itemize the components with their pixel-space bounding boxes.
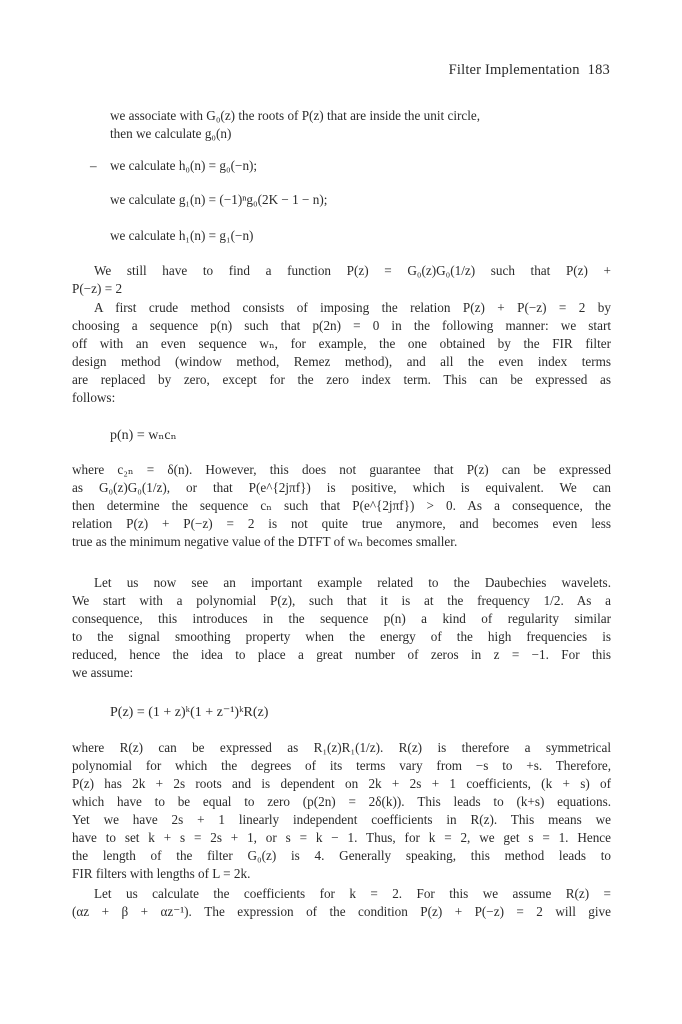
paragraph-line: FIR filters with lengths of L = 2k.	[72, 866, 251, 881]
list-text-line: we associate with G₀(z) the roots of P(z) that are inside the unit circle,	[110, 108, 481, 123]
running-title: Filter Implementation	[448, 62, 580, 78]
paragraph-line: (αz + β + αz⁻¹). The expression of the condition P(z) + P(−z) = 2 will give	[72, 904, 611, 919]
paragraph-line: off with an even sequence wₙ, for example, the one obtained by the FIR filter	[72, 336, 611, 351]
display-equation: p(n) = wₙcₙ	[110, 428, 177, 443]
paragraph-line: reduced, hence the idea to place a great number of zeros in z = −1. For this	[72, 647, 611, 662]
paragraph-line: Let us now see an important example related to the Daubechies wavelets.	[94, 575, 611, 590]
paragraph-line: We start with a polynomial P(z), such that it is at the frequency 1/2. As a	[72, 593, 611, 608]
paragraph-line: follows:	[72, 390, 116, 405]
list-dash: –	[90, 158, 97, 173]
paragraph-line: to the signal smoothing property when the energy of the high frequencies is	[72, 629, 611, 644]
paragraph-line: as G₀(z)G₀(1/z), or that P(e^{2jπf}) is positive, which is equivalent. We can	[72, 480, 611, 495]
running-header	[449, 62, 610, 79]
paragraph-line: true as the minimum negative value of the DTFT of wₙ becomes smaller.	[72, 534, 458, 549]
list-item: we calculate h₀(n) = g₀(−n);	[110, 158, 258, 173]
list-item: we calculate h₁(n) = g₁(−n)	[110, 228, 254, 243]
page-number: 183	[587, 62, 610, 78]
paragraph-line: We still have to find a function P(z) = G₀(z)G₀(1/z) such that P(z) +	[94, 263, 611, 278]
paragraph-line: relation P(z) + P(−z) = 2 is not quite true anymore, and becomes even less	[72, 516, 611, 531]
paragraph-line: we assume:	[72, 665, 134, 680]
paragraph-line: choosing a sequence p(n) such that p(2n) = 0 in the following manner: we start	[72, 318, 611, 333]
paragraph-line: where c₂ₙ = δ(n). However, this does not guarantee that P(z) can be expressed	[72, 462, 611, 477]
paragraph-line: Let us calculate the coefficients for k = 2. For this we assume R(z) =	[94, 886, 611, 901]
paragraph-line: the length of the filter G₀(z) is 4. Generally speaking, this method leads to	[72, 848, 611, 863]
paragraph-line: P(z) has 2k + 2s roots and is dependent on 2k + 2s + 1 coefficients, (k + s) of	[72, 776, 611, 791]
paragraph-line: P(−z) = 2	[72, 281, 123, 296]
paragraph-line: where R(z) can be expressed as R₁(z)R₁(1/z). R(z) is therefore a symmetrical	[72, 740, 611, 755]
list-item: we calculate g₁(n) = (−1)ⁿg₀(2K − 1 − n);	[110, 192, 328, 207]
paragraph-line: polynomial for which the degrees of its terms vary from −s to +s. Therefore,	[72, 758, 611, 773]
paragraph-line: are replaced by zero, except for the zero index term. This can be expressed as	[72, 372, 611, 387]
list-text-line: then we calculate g₀(n)	[110, 126, 232, 141]
paragraph-line: A first crude method consists of imposing the relation P(z) + P(−z) = 2 by	[94, 300, 611, 315]
paragraph-line: which have to be equal to zero (p(2n) = 2δ(k)). This leads to (k+s) equations.	[72, 794, 611, 809]
display-equation: P(z) = (1 + z)ᵏ(1 + z⁻¹)ᵏR(z)	[110, 705, 269, 720]
paragraph-line: design method (window method, Remez method), and all the even index terms	[72, 354, 611, 369]
paragraph-line: Yet we have 2s + 1 linearly independent coefficients in R(z). This means we	[72, 812, 611, 827]
paragraph-line: then determine the sequence cₙ such that P(e^{2jπf}) > 0. As a consequence, the	[72, 498, 611, 513]
paragraph-line: have to set k + s = 2s + 1, or s = k − 1. Thus, for k = 2, we get s = 1. Hence	[72, 830, 611, 845]
paragraph-line: consequence, this introduces in the sequence p(n) a kind of regularity similar	[72, 611, 611, 626]
